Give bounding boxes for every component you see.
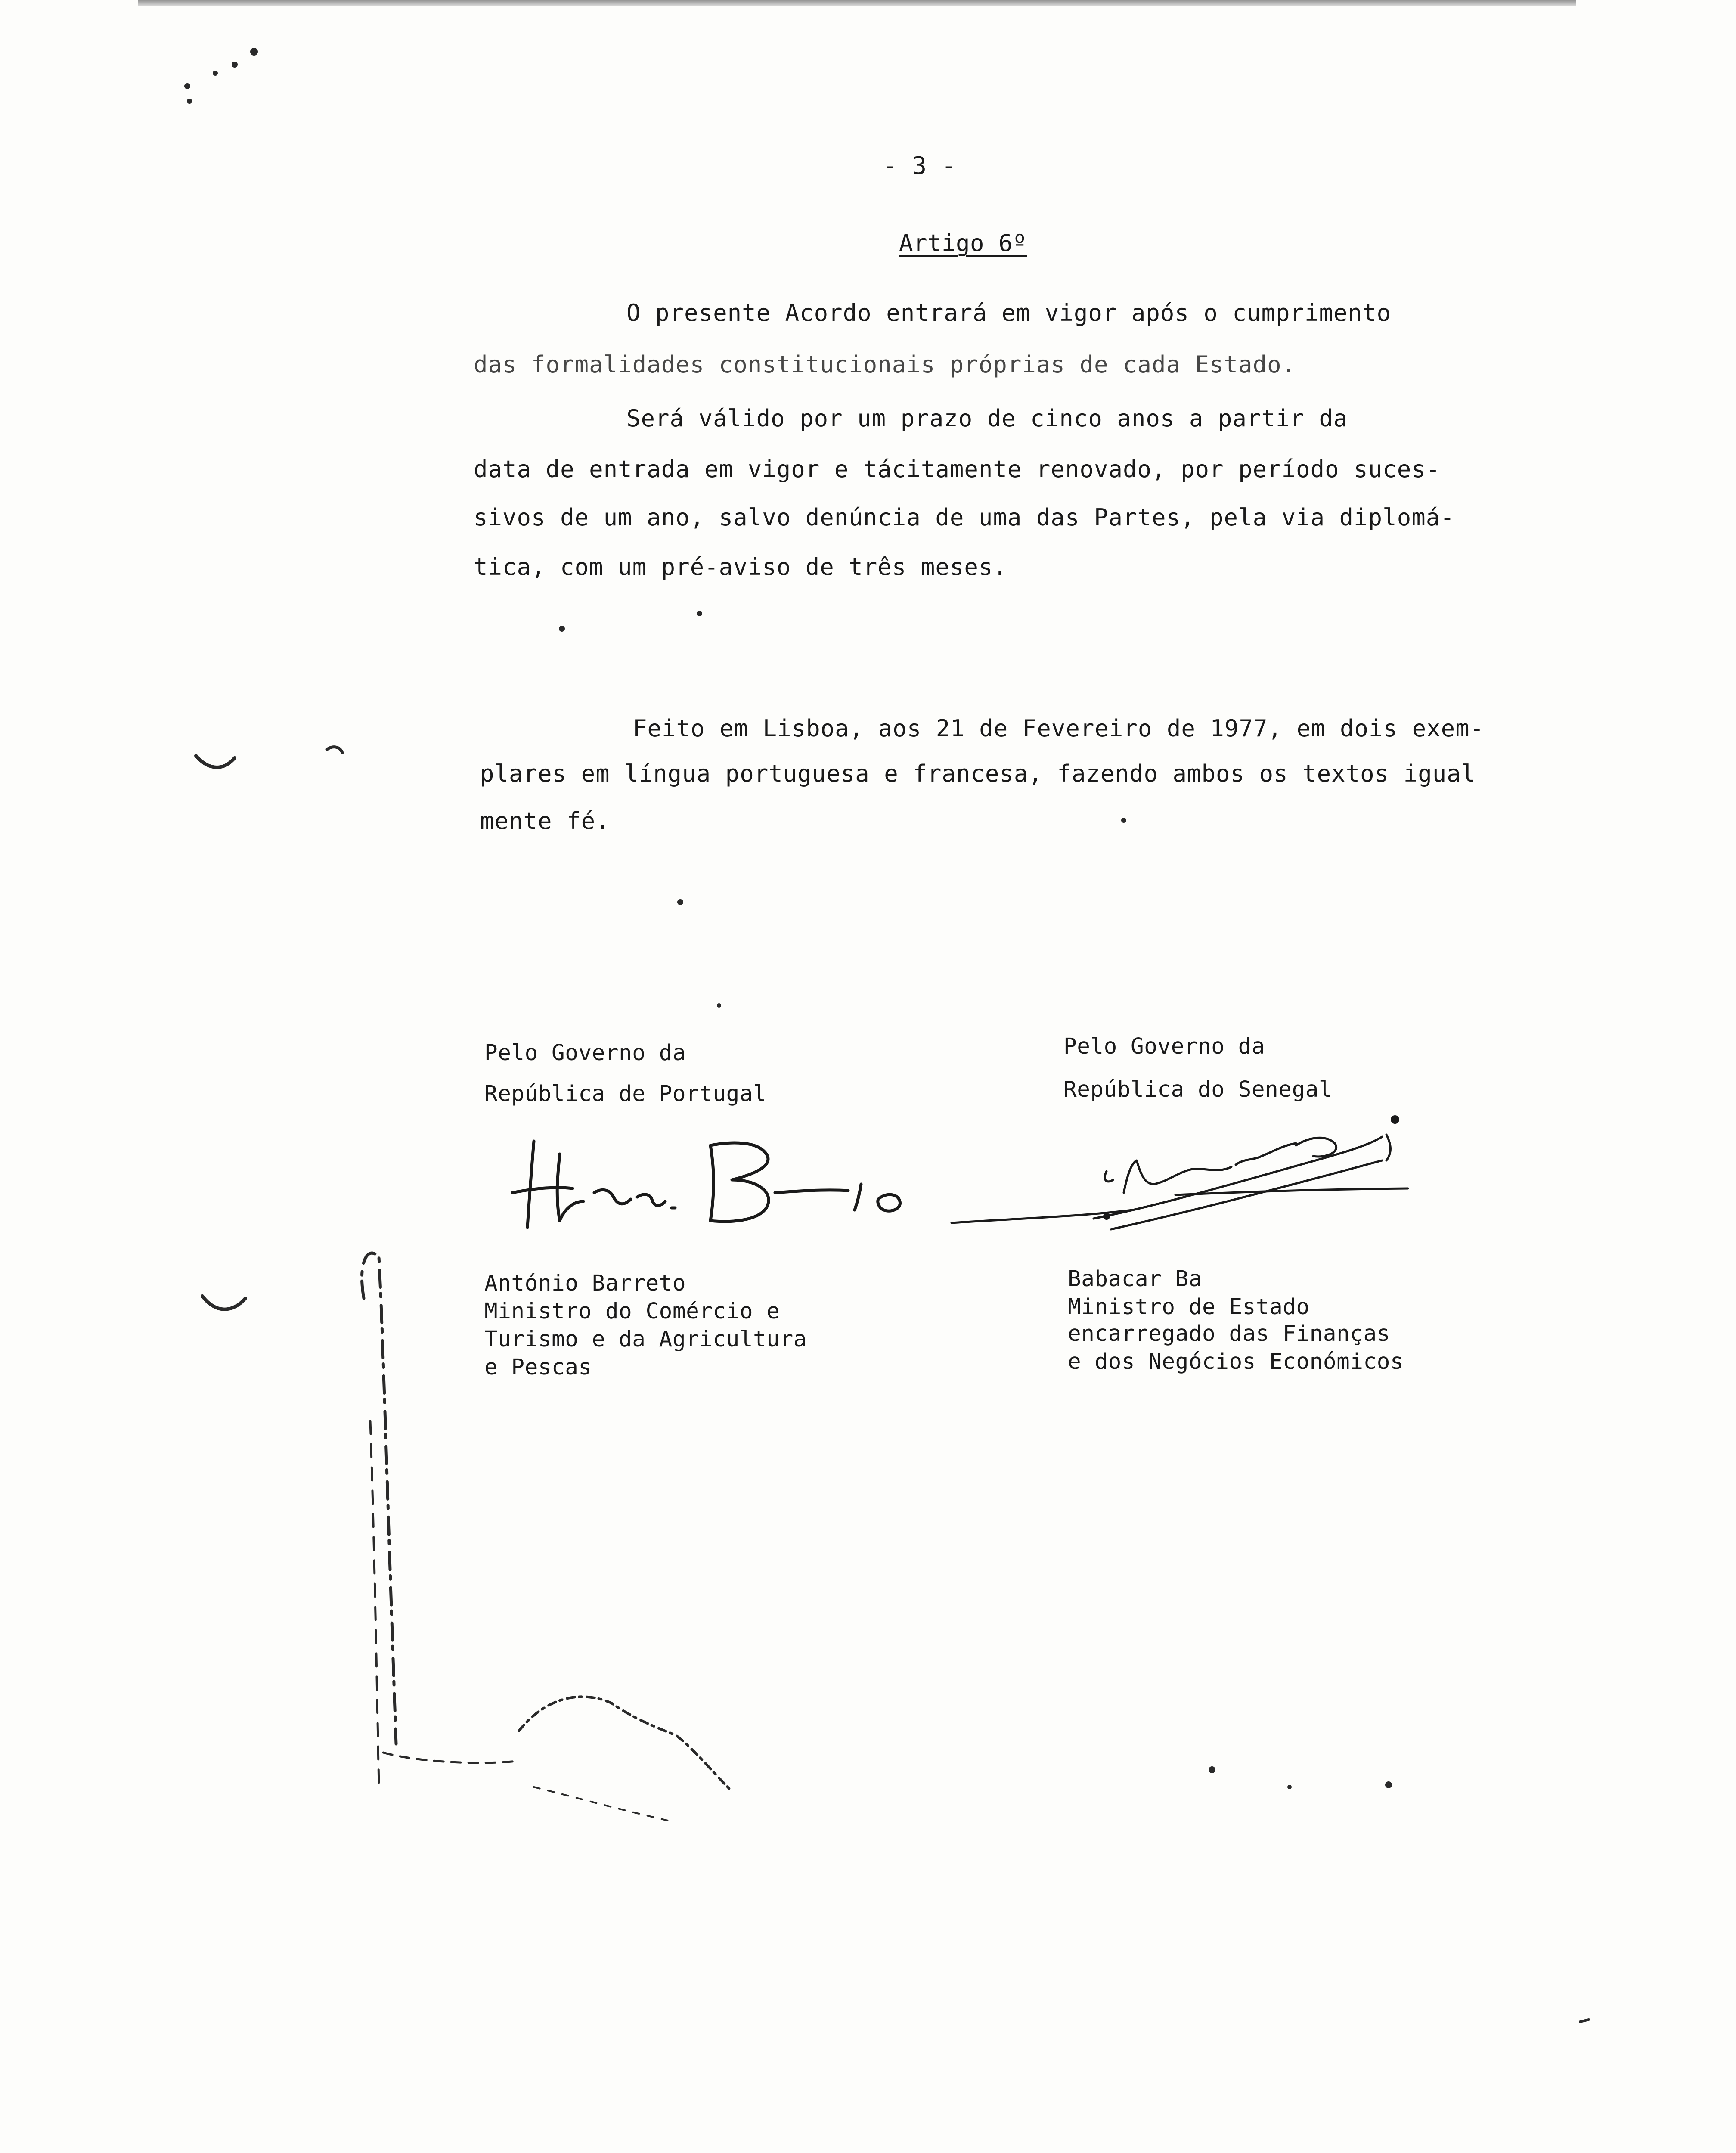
senegal-name: Babacar Ba <box>1068 1266 1203 1292</box>
portugal-title-line-2: Turismo e da Agricultura <box>484 1327 807 1352</box>
paragraph-1-line-1: O presente Acordo entrará em vigor após o cumprimento <box>626 299 1392 326</box>
page-number: - 3 - <box>883 152 957 180</box>
portugal-heading-line-2: República de Portugal <box>484 1081 767 1107</box>
senegal-heading-line-1: Pelo Governo da <box>1063 1034 1265 1059</box>
senegal-title-line-2: encarregado das Finanças <box>1068 1321 1390 1346</box>
paragraph-2-line-3: sivos de um ano, salvo denúncia de uma das Partes, pela via diplomá- <box>474 504 1455 531</box>
senegal-heading-line-2: República do Senegal <box>1063 1077 1333 1102</box>
article-title: Artigo 6º <box>899 230 1027 257</box>
paragraph-3-line-2: plares em língua portuguesa e francesa, fazendo ambos os textos igual <box>480 760 1476 787</box>
portugal-title-line-3: e Pescas <box>484 1355 592 1380</box>
portugal-title-line-1: Ministro do Comércio e <box>484 1299 780 1324</box>
portugal-name: António Barreto <box>484 1271 686 1296</box>
paragraph-3-line-3: mente fé. <box>480 807 610 835</box>
paragraph-2-line-1: Será válido por um prazo de cinco anos a partir da <box>626 405 1348 432</box>
paragraph-3-line-1: Feito em Lisboa, aos 21 de Fevereiro de 1977, em dois exem- <box>633 715 1485 742</box>
senegal-title-line-1: Ministro de Estado <box>1068 1294 1310 1320</box>
paragraph-1-line-2: das formalidades constitucionais próprias de cada Estado. <box>474 351 1296 378</box>
paragraph-2-line-2: data de entrada em vigor e tácitamente renovado, por período suces- <box>474 456 1441 483</box>
senegal-title-line-3: e dos Negócios Económicos <box>1068 1349 1404 1374</box>
portugal-heading-line-1: Pelo Governo da <box>484 1040 686 1066</box>
paragraph-2-line-4: tica, com um pré-aviso de três meses. <box>474 553 1008 580</box>
